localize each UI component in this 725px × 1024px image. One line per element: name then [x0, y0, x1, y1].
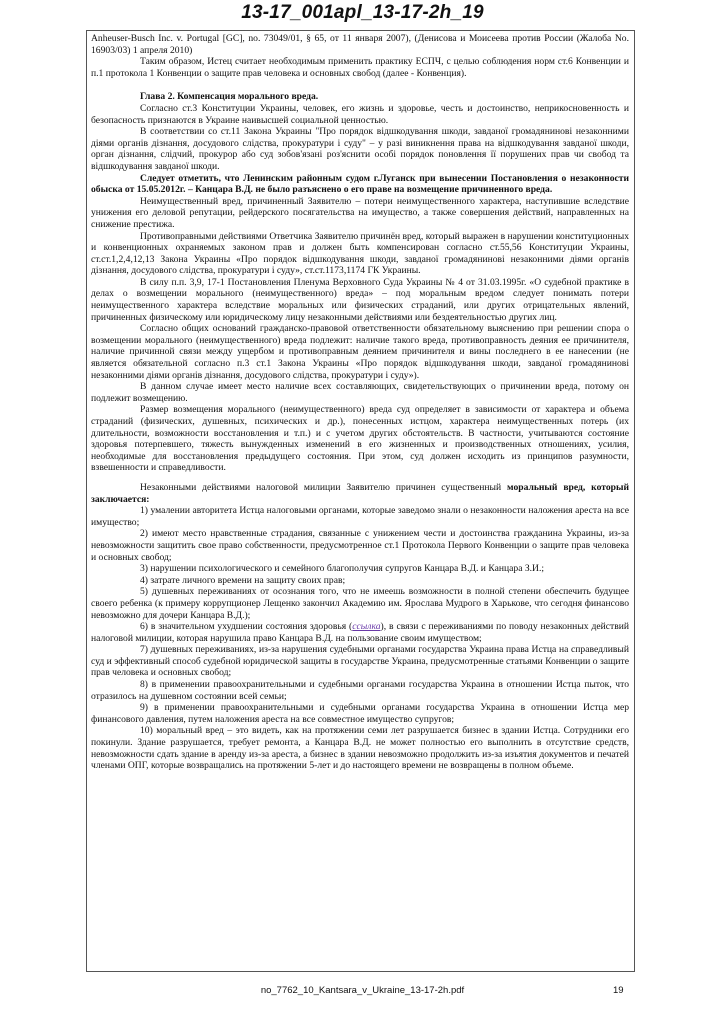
paragraph — [91, 482, 629, 505]
paragraph-text: Незаконными действиями налоговой милиции Заявителю причинен существенный — [140, 481, 508, 493]
page-number: 19 — [613, 985, 624, 996]
list-item: 7) душевных переживаниях, из-за нарушения судебными органами государства Украина права Истца на справедливый суд и эффективный способ судебной юридической защиты в государстве Украина, предусмотренные статьями Конвенции о защите прав человека и основных свобод; — [91, 644, 629, 679]
footer-filename: no_7762_10_Kantsara_v_Ukraine_13-17-2h.pdf — [260, 985, 465, 996]
paragraph: Согласно общих оснований гражданско-правовой ответственности обязательному выяснению при решении спора о возмещении морального (неимущественного) вреда подлежит: наличие такого вреда, противоправность деяния ее причинителя, наличие причинной связи между ущербом и противоправным деянием причинителя и вины последнего в ее нанесении (не является обязательной согласно п.3 ст.1 Закона Украины «Про порядок відшкодування шкоди, завданої громадянинові незаконними діями органів дізнання, досудового слідства, прокуратури і суду»). — [91, 323, 629, 381]
paragraph: В соответствии со ст.11 Закона Украины "Про порядок відшкодування шкоди, завданої громадянинові незаконними діями органів дізнання, досудового слідства, прокуратури і суду" – у разі виникнення права на відшкодування завданої шкоди, орган дізнання, слідчий, прокурор або суд зобов'язані роз'яснити особі порядок поновлення її порушених прав чи свобод та відшкодування завданої шкоди. — [91, 126, 629, 172]
intro-citation: Anheuser-Busch Inc. v. Portugal [GC], no. 73049/01, § 65, от 11 января 2007), (Денисова и Моисеева против России (Жалоба No. 16903/03) 1 апреля 2010) — [91, 33, 629, 56]
paragraph: Противоправными действиями Ответчика Заявителю причинён вред, который выражен в нарушении конституционных и конвенционных охраняемых законом прав и должен быть компенсирован согласно ст.55,56 Конституции Украины, ст.ст.1,2,4,12,13 Закона Украины «Про порядок відшкодування шкоди, завданої громадянинові незаконними діями органів дізнання, досудового слідства, прокуратури і суду», ст.ст.1173,1174 ГК Украины. — [91, 230, 629, 277]
intro-paragraph: Таким образом, Истец считает необходимым применить практику ЕСПЧ, с целью соблюдения норм ст.6 Конвенции и п.1 протокола 1 Конвенции о защите прав человека и основных свобод (далее - Конвенция). — [91, 56, 629, 79]
list-item: 4) затрате личного времени на защиту своих прав; — [140, 574, 346, 586]
paragraph: В силу п.п. 3,9, 17-1 Постановления Пленума Верховного Суда Украины № 4 от 31.03.1995г. «О судебной практике в делах о возмещении морального (неимущественного) вреда» – под моральным вредом следует понимать потери неимущественного характера вследствие моральных или физических страданий, или других отрицательных явлений, причиненных физическому или юридическому лицу незаконными действиями или бездеятельностью других лиц. — [91, 276, 629, 323]
paragraph-bold-text: моральный вред, который заключается: — [91, 481, 629, 505]
list-item: 8) в применении правоохранительными и судебными органами государства Украина в отношении Истца пыток, что отразилось на душевном состоянии всей семьи; — [91, 679, 629, 702]
document-body — [91, 33, 629, 772]
chapter-heading: Глава 2. Компенсация морального вреда. — [140, 91, 319, 103]
paragraph: Размер возмещения морального (неимущественного) вреда суд определяет в зависимости от характера и объема страданий (физических, душевных, психических и др.), понесенных истцом, характера неимущественных потерь (их длительности, возможности восстановления и т.п.) и с учетом других обстоятельств. В частности, учитываются состояние здоровья потерпевшего, тяжесть вынужденных изменений в его жизненных и производственных отношениях, усилия, необходимые для восстановления предыдущего состояния. При этом, суд должен исходить из принципов разумности, взвешенности и справедливости. — [91, 404, 629, 474]
paragraph: Неимущественный вред, причиненный Заявителю – потери неимущественного характера, наступившие вследствие унижения его деловой репутации, рейдерского посягательства на имущество, а также совершения действий, направленных на снижение престижа. — [91, 195, 629, 230]
paragraph: В данном случае имеет место наличие всех составляющих, свидетельствующих о причинении вреда, потому он подлежит возмещению. — [91, 381, 629, 404]
paragraph: Согласно ст.3 Конституции Украины, человек, его жизнь и здоровье, честь и достоинство, неприкосновенность и безопасность признаются в Украине наивысшей социальной ценностью. — [91, 102, 629, 126]
list-item: 5) душевных переживаниях от осознания того, что не имеешь возможности в полной степени обеспечить будущее своего ребенка (к примеру коррупционер Лещенко закончил Академию им. Ярослава Мудрого в Харькове, что сегодня финансово невозможно для дочери Канцара В.Д.); — [91, 586, 629, 621]
reference-link[interactable]: ссылка — [352, 621, 381, 633]
list-item — [91, 621, 629, 644]
bold-paragraph: Следует отметить, что Ленинским районным судом г.Луганск при вынесении Постановления о незаконности обыска от 15.05.2012г. – Канцара В.Д. не было разъяснено о его праве на возмещение причиненного вреда. — [91, 172, 629, 196]
list-item-text: ), в связи с переживаниями по поводу незаконных действий налоговой милиции, которая нарушила право Канцара В.Д. на пользование своим имуществом; — [91, 621, 629, 644]
list-item: 9) в применении правоохранительными и судебными органами государства Украина в отношении Истца мер финансового давления, путем наложения ареста на все совместное имущество супругов; — [91, 702, 629, 725]
list-item-text: 6) в значительном ухудшении состояния здоровья ( — [140, 621, 353, 633]
list-item: 1) умалении авторитета Истца налоговыми органами, которые заведомо знали о незаконности наложения ареста на все имущество; — [91, 505, 629, 528]
list-item: 10) моральный вред – это видеть, как на протяжении семи лет разрушается бизнес в здании Истца. Сотрудники его покинули. Здание разрушается, требует ремонта, а Канцара В.Д. не может полностью его выполнить в отсутствие средств, невозможности сдать здание в аренду из-за ареста, а бизнес в здании невозможно продолжить из-за изъятия документов и печатей членами ОПГ, которые возвращались на протяжении 5-лет и до настоящего времени не возвращены в полном объеме. — [91, 725, 629, 772]
page-header-title: 13-17_001apl_13-17-2h_19 — [241, 2, 484, 23]
list-item: 3) нарушении психологического и семейного благополучия супругов Канцара В.Д. и Канцара З.И.; — [140, 563, 545, 575]
list-item: 2) имеют место нравственные страдания, связанные с унижением чести и достоинства гражданина Украины, из-за невозможности защитить свое право собственности, предусмотренное ст.1 Протокола Первого Конвенции о защите прав человека и основных свобод; — [91, 528, 629, 563]
